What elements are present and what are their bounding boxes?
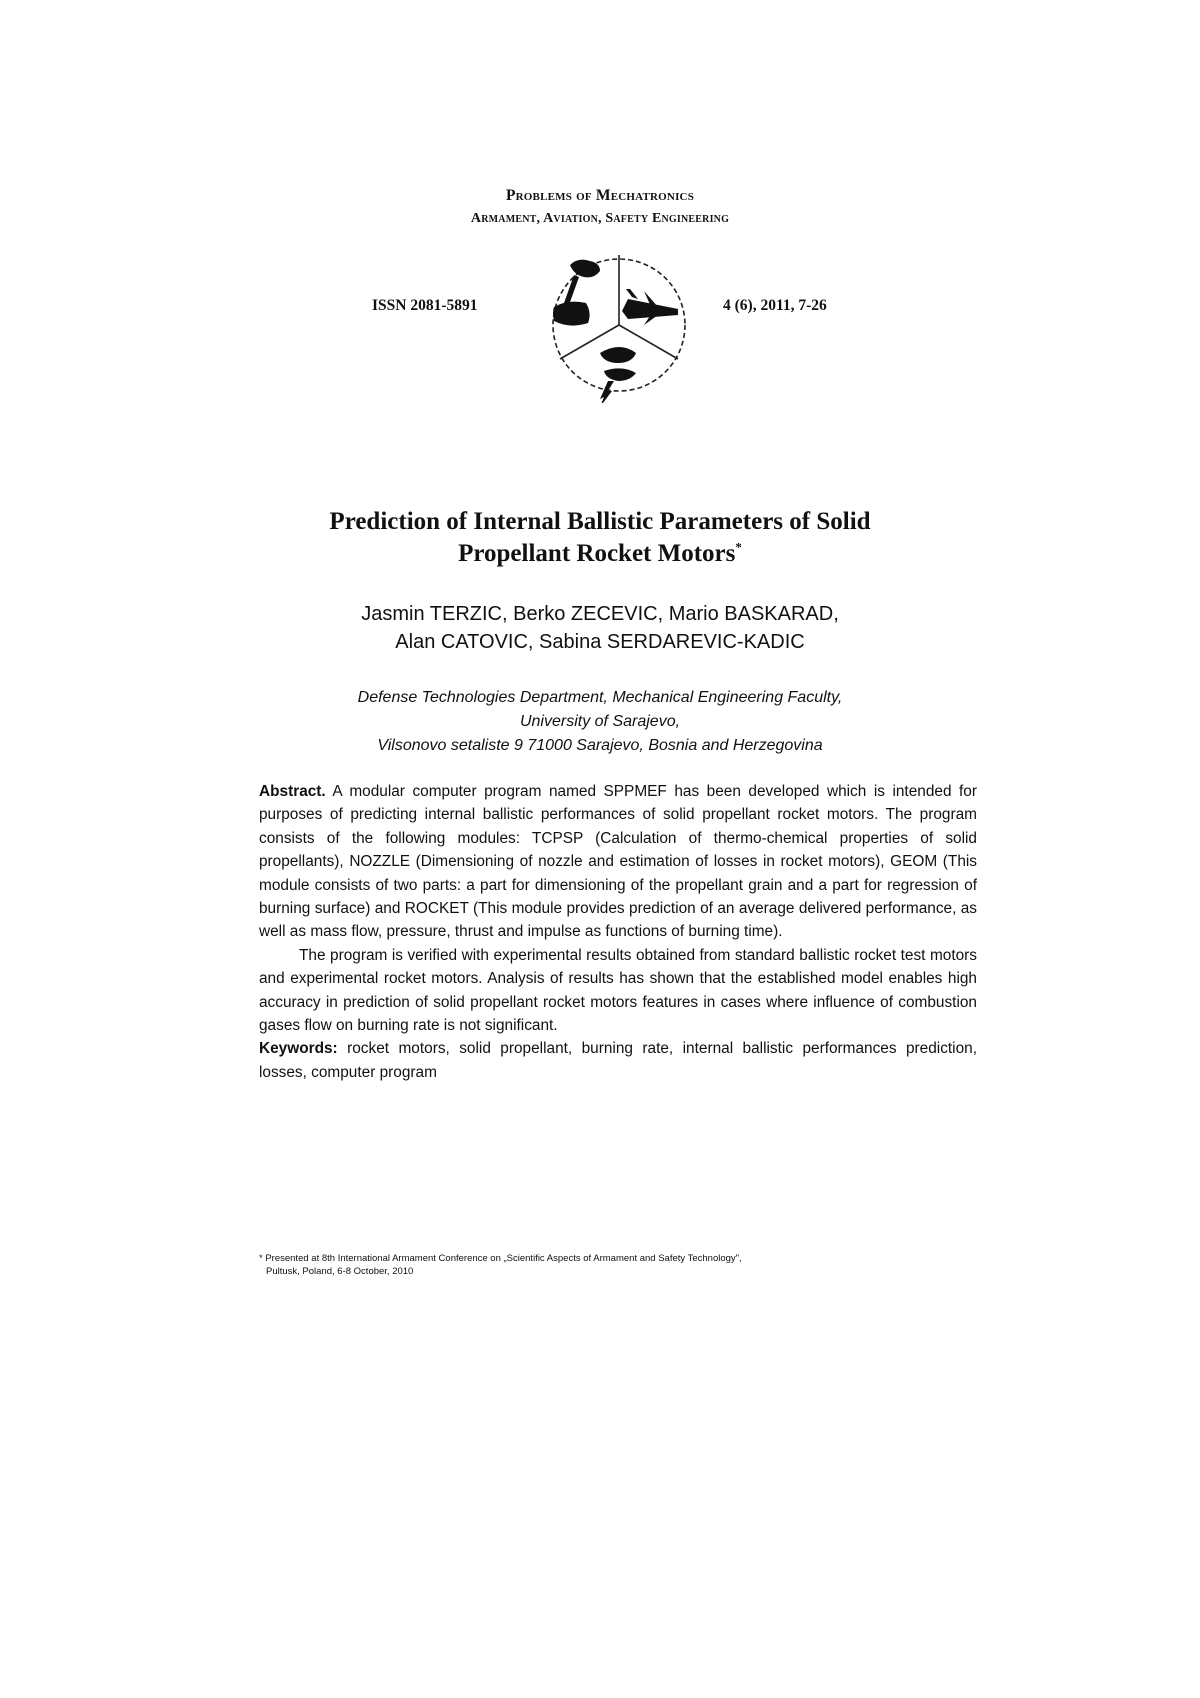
footnote: [259, 1252, 979, 1278]
paper-title: [240, 506, 960, 570]
journal-subtitle: Armament, Aviation, Safety Engineering: [470, 211, 730, 226]
issue-info: 4 (6), 2011, 7-26: [723, 297, 827, 314]
authors: [240, 600, 960, 656]
journal-name: Problems of Mechatronics: [505, 187, 695, 204]
abstract: [259, 780, 977, 1084]
title-line-2: Propellant Rocket Motors*: [458, 539, 742, 567]
authors-line-2: Alan CATOVIC, Sabina SERDAREVIC-KADIC: [395, 631, 805, 653]
authors-line-1: Jasmin TERZIC, Berko ZECEVIC, Mario BASKARAD,: [361, 603, 839, 625]
abstract-label: Abstract.: [259, 783, 326, 800]
affiliation-line-3: Vilsonovo setaliste 9 71000 Sarajevo, Bosnia and Herzegovina: [377, 737, 823, 754]
abstract-paragraph-2: The program is verified with experimental results obtained from standard ballistic rocket test motors and experimental rocket motors. Analysis of results has shown that the established model enables high accuracy in prediction of solid propellant rocket motors features in cases where influence of combustion gases flow on burning rate is not significant.: [259, 946, 977, 1035]
keywords-label: Keywords:: [259, 1040, 338, 1058]
affiliation: [240, 686, 960, 758]
journal-logo-icon: [540, 247, 698, 403]
keywords: Keywords: rocket motors, solid propellant, burning rate, internal ballistic performances prediction, losses, computer program: [259, 1040, 977, 1081]
abstract-paragraph-1: Abstract. A modular computer program named SPPMEF has been developed which is intended for purposes of predicting internal ballistic performances of solid propellant rocket motors. The program consists of the following modules: TCPSP (Calculation of thermo-chemical properties of solid propellants), NOZZLE (Dimensioning of nozzle and estimation of losses in rocket motors), GEOM (This module consists of two parts: a part for dimensioning of the propellant grain and a part for regression of burning surface) and ROCKET (This module provides prediction of an average delivered performance, as well as mass flow, pressure, thrust and impulse as functions of burning time).: [259, 783, 977, 941]
title-footnote-mark: *: [735, 539, 742, 555]
footnote-line-1: * Presented at 8th International Armament Conference on „Scientific Aspects of Armament and Safety Technology",: [259, 1253, 742, 1264]
affiliation-line-1: Defense Technologies Department, Mechanical Engineering Faculty,: [357, 689, 843, 706]
affiliation-line-2: University of Sarajevo,: [519, 713, 681, 730]
issn: ISSN 2081-5891: [372, 297, 478, 314]
footnote-line-2: Pultusk, Poland, 6-8 October, 2010: [266, 1266, 414, 1277]
title-line-1: Prediction of Internal Ballistic Parameters of Solid: [329, 508, 871, 535]
